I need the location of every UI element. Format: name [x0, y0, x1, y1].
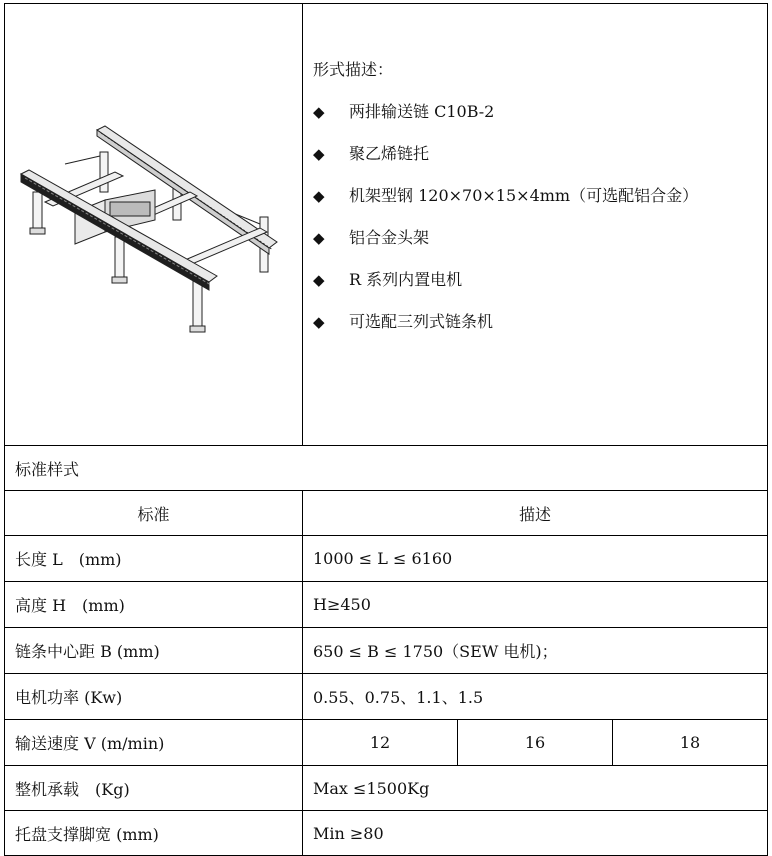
row-value: 0.55、0.75、1.1、1.5 [303, 674, 768, 720]
row-label: 电机功率 (Kw) [5, 674, 303, 720]
diamond-bullet-icon: ◆ [313, 145, 325, 163]
feature-text: R 系列内置电机 [349, 270, 463, 289]
diamond-bullet-icon: ◆ [313, 187, 325, 205]
spec-table [4, 3, 768, 856]
table-row [5, 720, 768, 766]
feature-item [313, 270, 757, 290]
feature-item [313, 144, 757, 164]
feature-item [313, 228, 757, 248]
speed-value: 12 [303, 720, 458, 766]
row-value: Max ≤1500Kg [303, 766, 768, 811]
feature-item [313, 102, 757, 122]
row-label: 长度 L (mm) [5, 536, 303, 582]
row-value: Min ≥80 [303, 811, 768, 856]
row-value: H≥450 [303, 582, 768, 628]
header-description: 描述 [303, 491, 768, 536]
feature-item [313, 186, 757, 206]
row-value: 1000 ≤ L ≤ 6160 [303, 536, 768, 582]
row-label: 整机承载 (Kg) [5, 766, 303, 811]
table-row [5, 674, 768, 720]
diamond-bullet-icon: ◆ [313, 313, 325, 331]
speed-value: 16 [458, 720, 613, 766]
description-cell [303, 4, 768, 446]
speed-value: 18 [613, 720, 768, 766]
feature-text: 机架型钢 120×70×15×4mm（可选配铝合金） [349, 186, 699, 205]
feature-item [313, 312, 757, 332]
table-row [5, 766, 768, 811]
table-row [5, 628, 768, 674]
row-label: 托盘支撑脚宽 (mm) [5, 811, 303, 856]
row-label: 输送速度 V (m/min) [5, 720, 303, 766]
table-row [5, 536, 768, 582]
row-value: 650 ≤ B ≤ 1750（SEW 电机)； [303, 628, 768, 674]
diamond-bullet-icon: ◆ [313, 271, 325, 289]
table-row [5, 811, 768, 856]
feature-text: 可选配三列式链条机 [349, 312, 494, 331]
description-title: 形式描述： [313, 60, 394, 79]
feature-text: 聚乙烯链托 [349, 144, 430, 163]
product-illustration-cell [5, 4, 303, 446]
chain-conveyor-illustration [5, 32, 303, 417]
row-label: 链条中心距 B (mm) [5, 628, 303, 674]
header-standard: 标准 [5, 491, 303, 536]
diamond-bullet-icon: ◆ [313, 229, 325, 247]
feature-text: 铝合金头架 [349, 228, 430, 247]
table-row [5, 582, 768, 628]
diamond-bullet-icon: ◆ [313, 103, 325, 121]
row-label: 高度 H (mm) [5, 582, 303, 628]
section-title: 标准样式 [5, 446, 768, 491]
feature-text: 两排输送链 C10B-2 [349, 102, 495, 121]
